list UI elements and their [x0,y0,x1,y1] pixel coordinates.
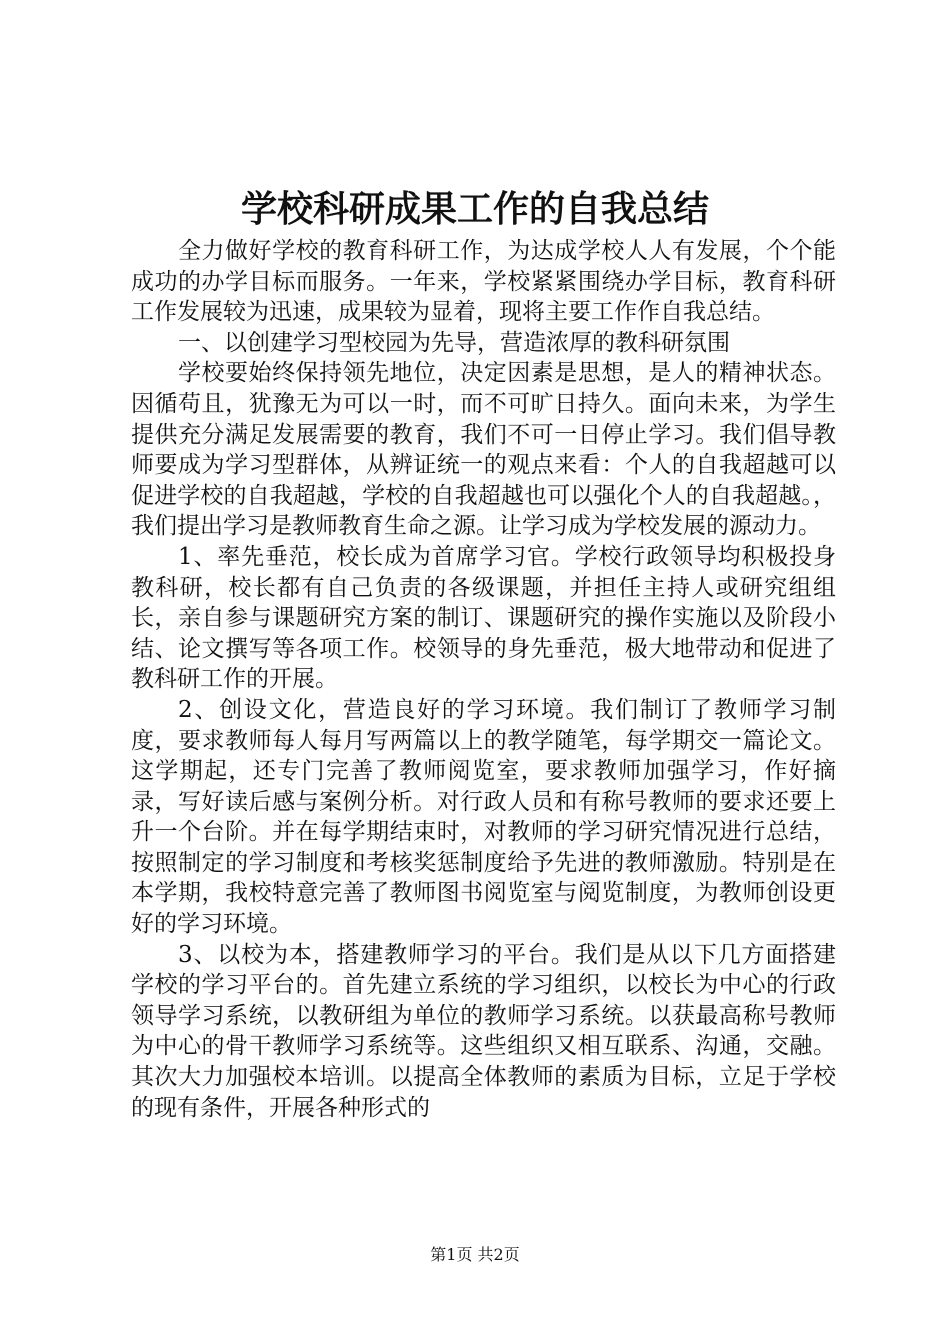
document-title: 学校科研成果工作的自我总结 [240,188,709,230]
section-1-paragraph: 学校要始终保持领先地位，决定因素是思想，是人的精神状态。因循苟且，犹豫无为可以一时，而不可旷日持久。面向未来，为学生提供充分满足发展需要的教育，我们不可一日停止学习。我们倡导教师要成为学习型群体，从辨证统一的观点来看：个人的自我超越可以促进学校的自我超越，学校的自我超越也可以强化个人的自我超越。，我们提出学习是教师教育生命之源。让学习成为学校发展的源动力。 [131,360,836,540]
item-2-paragraph: 2、创设文化，营造良好的学习环境。我们制订了教师学习制度，要求教师每人每月写两篇以上的教学随笔，每学期交一篇论文。这学期起，还专门完善了教师阅览室，要求教师加强学习，作好摘录，写好读后感与案例分析。对行政人员和有称号教师的要求还要上升一个台阶。并在每学期结束时，对教师的学习研究情况进行总结，按照制定的学习制度和考核奖惩制度给予先进的教师激励。特别是在本学期，我校特意完善了教师图书阅览室与阅览制度，为教师创设更好的学习环境。 [131,696,836,938]
item-1-paragraph: 1、率先垂范，校长成为首席学习官。学校行政领导均积极投身教科研，校长都有自己负责的各级课题，并担任主持人或研究组组长，亲自参与课题研究方案的制订、课题研究的操作实施以及阶段小结、论文撰写等各项工作。校领导的身先垂范，极大地带动和促进了教科研工作的开展。 [131,543,836,693]
page-footer: 第1页 共2页 [430,1245,520,1264]
item-3-paragraph: 3、以校为本，搭建教师学习的平台。我们是从以下几方面搭建学校的学习平台的。首先建立系统的学习组织，以校长为中心的行政领导学习系统，以教研组为单位的教师学习系统。以获最高称号教师为中心的骨干教师学习系统等。这些组织又相互联系、沟通，交融。其次大力加强校本培训。以提高全体教师的素质为目标，立足于学校的现有条件，开展各种形式的 [131,941,836,1121]
section-heading-1: 一、以创建学习型校园为先导，营造浓厚的教科研氛围 [178,329,730,356]
intro-paragraph: 全力做好学校的教育科研工作，为达成学校人人有发展，个个能成功的办学目标而服务。一年来，学校紧紧围绕办学目标，教育科研工作发展较为迅速，成果较为显着，现将主要工作作自我总结。 [131,238,836,326]
document-body [131,236,836,1123]
